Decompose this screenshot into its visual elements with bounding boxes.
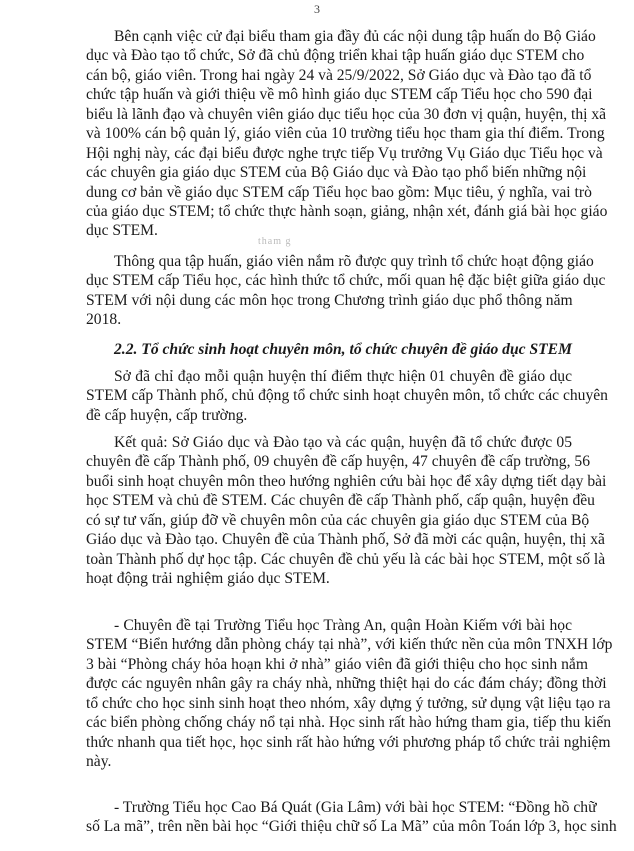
- text-line: biểu là lãnh đạo và chuyên viên giáo dục tiểu học của 30 đơn vị quận, huyện, thị xã: [86, 105, 607, 123]
- page-number: 3: [314, 2, 320, 16]
- text-line: có sự tư vấn, giúp đỡ về chuyên môn của các chuyên gia giáo dục STEM của Bộ: [86, 511, 590, 529]
- paragraph-training-outcome: [86, 252, 606, 330]
- text-line: đề cấp huyện, cấp trường.: [86, 406, 248, 424]
- paragraph-results: [86, 433, 607, 589]
- text-line: hoạt động trải nghiệm giáo dục STEM.: [86, 570, 330, 588]
- text-line: toàn Thành phố dự học tập. Các chuyên đề chủ yếu là các bài học STEM, một số là: [86, 550, 606, 568]
- text-line: dục STEM.: [86, 222, 158, 240]
- text-line: dung cơ bản về giáo dục STEM cấp Tiểu học bao gồm: Mục tiêu, ý nghĩa, vai trò: [86, 183, 592, 201]
- text-line: 2018.: [86, 311, 122, 329]
- section-heading-2-2: [86, 340, 572, 359]
- text-line: Kết quả: Sở Giáo dục và Đào tạo và các quận, huyện đã tổ chức được 05: [114, 434, 572, 451]
- text-line: Giáo dục và Đào tạo. Chuyên đề của Thành phố, Sở đã mời các quận, huyện, thị xã: [86, 531, 605, 549]
- text-line: Sở đã chỉ đạo mỗi quận huyện thí điểm thực hiện 01 chuyên đề giáo dục: [114, 368, 572, 385]
- paragraph-directive: [86, 367, 608, 425]
- text-line: các chuyên gia giáo dục STEM của Bộ Giáo dục và Đào tạo phổ biến những nội: [86, 164, 587, 182]
- text-line: chức tập huấn và giới thiệu về mô hình giáo dục STEM cấp Tiểu học cho 590 đại: [86, 86, 593, 104]
- paragraph-trang-an: [86, 616, 613, 772]
- text-line: STEM với nội dung các môn học trong Chương trình giáo dục phổ thông năm: [86, 291, 573, 309]
- text-line: tổ chức cho học sinh sinh hoạt theo nhóm, xây dựng ý tưởng, sử dụng vật liệu tạo ra: [86, 694, 611, 712]
- text-line: học STEM và chủ đề STEM. Các chuyên đề cấp Thành phố, cấp quận, huyện đều: [86, 492, 595, 510]
- paragraph-cao-ba-quat: [86, 798, 617, 837]
- text-line: Hội nghị này, các đại biểu được nghe trực tiếp Vụ trưởng Vụ Giáo dục Tiểu học và: [86, 144, 603, 162]
- text-line: - Trường Tiểu học Cao Bá Quát (Gia Lâm) với bài học STEM: “Đồng hồ chữ: [114, 799, 597, 816]
- text-line: 3 bài “Phòng cháy hỏa hoạn khi ở nhà” giáo viên đã giới thiệu cho học sinh nắm: [86, 655, 588, 673]
- text-line: STEM “Biển hướng dẫn phòng cháy tại nhà”, với kiến thức nền của môn TNXH lớp: [86, 636, 613, 654]
- text-line: này.: [86, 753, 112, 771]
- text-line: được các nguyên nhân gây ra cháy nhà, những thiệt hại do các đám cháy; đồng thời: [86, 675, 607, 693]
- text-line: cán bộ, giáo viên. Trong hai ngày 24 và 25/9/2022, Sở Giáo dục và Đào tạo đã tổ: [86, 66, 592, 84]
- text-line: số La mã”, trên nền bài học “Giới thiệu chữ số La Mã” của môn Toán lớp 3, học sinh: [86, 818, 617, 836]
- text-line: 2.2. Tổ chức sinh hoạt chuyên môn, tổ chức chuyên đề giáo dục STEM: [114, 341, 572, 358]
- faint-scan-mark: tham g: [258, 236, 292, 247]
- text-line: Thông qua tập huấn, giáo viên nắm rõ được quy trình tổ chức hoạt động giáo: [114, 253, 594, 270]
- text-line: các biển phòng chống cháy nổ tại nhà. Học sinh rất hào hứng tham gia, tiếp thu kiến: [86, 714, 612, 732]
- paragraph-training: [86, 27, 608, 241]
- text-line: buổi sinh hoạt chuyên môn theo hướng nghiên cứu bài học để xây dựng tiết dạy bài: [86, 472, 607, 490]
- text-line: và 100% cán bộ quản lý, giáo viên của 10 trường tiểu học tham gia thí điểm. Trong: [86, 125, 605, 143]
- text-line: dục STEM cấp Tiểu học, các hình thức tổ chức, mối quan hệ đặc biệt giữa giáo dục: [86, 272, 606, 290]
- text-line: dục và Đào tạo tổ chức, Sở đã chủ động triển khai tập huấn giáo dục STEM cho: [86, 47, 585, 65]
- text-line: thức nhanh qua tiết học, học sinh rất hào hứng với phương pháp tổ chức trải nghiệm: [86, 733, 611, 751]
- text-line: chuyên đề cấp Thành phố, 09 chuyên đề cấp huyện, 47 chuyên đề cấp trường, 56: [86, 453, 590, 471]
- text-line: STEM cấp Thành phố, chủ động tổ chức sinh hoạt chuyên môn, tổ chức các chuyên: [86, 387, 608, 405]
- text-line: - Chuyên đề tại Trường Tiểu học Tràng An, quận Hoàn Kiếm với bài học: [114, 617, 572, 634]
- text-line: của giáo dục STEM; tổ chức thực hành soạn, giảng, nhận xét, đánh giá bài học giáo: [86, 202, 608, 220]
- text-line: Bên cạnh việc cử đại biểu tham gia đầy đủ các nội dung tập huấn do Bộ Giáo: [114, 28, 596, 45]
